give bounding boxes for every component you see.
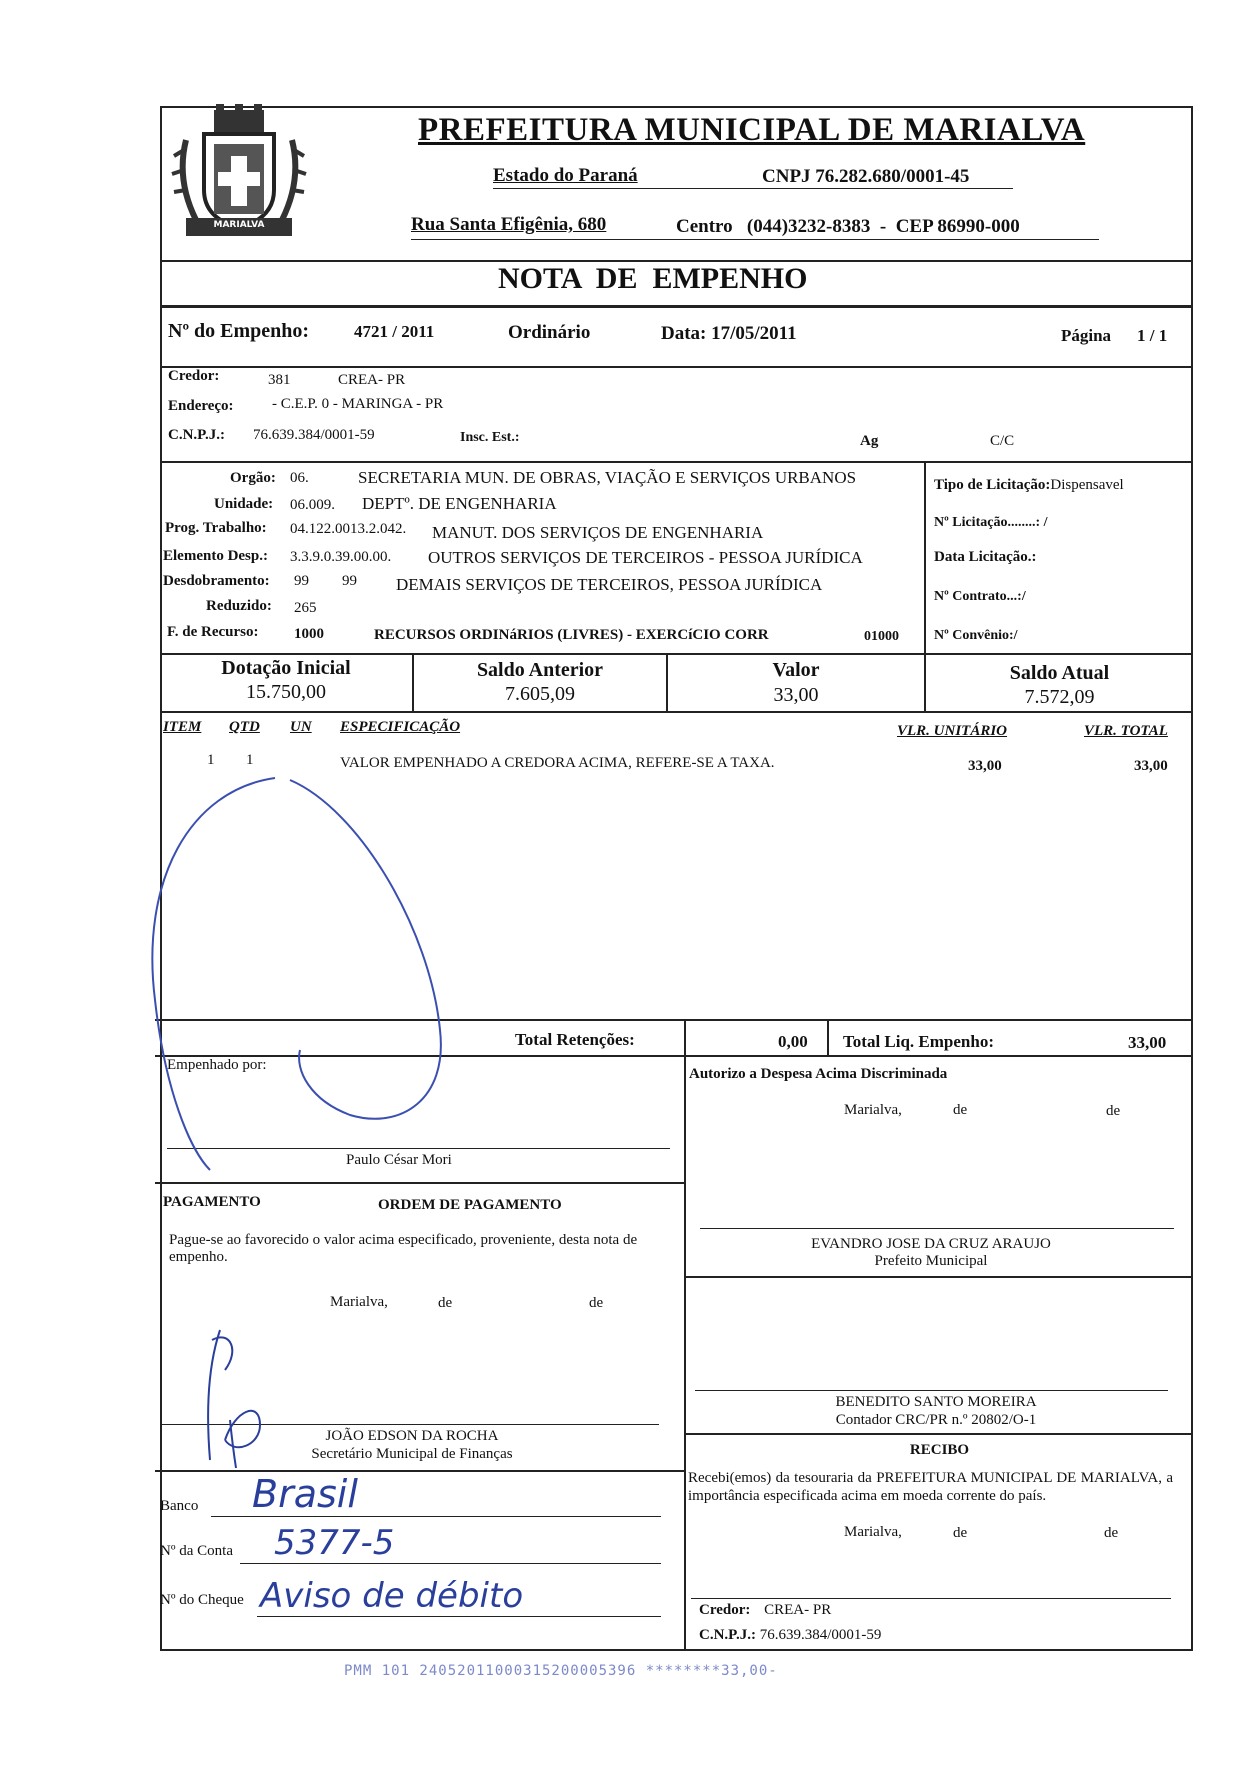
item-qtd: 1 [246,752,254,768]
saldo-anterior-label: Saldo Anterior [476,659,604,681]
empenhado-label: Empenhado por: [167,1057,267,1073]
valor-value: 33,00 [773,684,819,706]
prog-value: MANUT. DOS SERVIÇOS DE ENGENHARIA [432,523,764,542]
signature-icon [190,1320,280,1470]
pagamento-city: Marialva, [330,1294,388,1310]
recibo-de2: de [1104,1525,1119,1541]
retencoes-label: Total Retenções: [515,1030,635,1049]
unidade-value: DEPTº. DE ENGENHARIA [362,494,557,513]
header-state: Estado do Paraná [493,165,638,186]
dotacao-value: 15.750,00 [246,681,326,703]
empenho-date: Data: 17/05/2011 [661,323,797,344]
recibo-cnpj [699,1627,881,1644]
autorizo-de1: de [953,1102,968,1118]
licitacao-contrato: Nº Contrato...:/ [934,589,1026,604]
item-total-value: 33,00 [1134,758,1168,774]
autorizo-city: Marialva, [844,1102,902,1118]
pagamento-de1: de [438,1295,453,1311]
empenhado-name: Paulo César Mori [346,1152,452,1168]
recibo-de1: de [953,1525,968,1541]
ag-label: Ag [860,433,879,449]
recibo-credor [699,1602,831,1619]
credor-name: CREA- PR [338,372,406,388]
item-spec: VALOR EMPENHADO A CREDORA ACIMA, REFERE-SE A TAXA. [340,755,775,771]
prefeito-name: EVANDRO JOSE DA CRUZ ARAUJO [811,1236,1051,1252]
insc-label: Insc. Est.: [460,430,520,445]
prog-label: Prog. Trabalho: [165,520,267,536]
contador-name: BENEDITO SANTO MOREIRA [835,1394,1037,1410]
conta-label: Nº da Conta [160,1543,233,1559]
credor-label: Credor: [168,368,220,384]
elemento-label: Elemento Desp.: [163,548,268,564]
unidade-label: Unidade: [214,496,274,512]
credor-code: 381 [268,372,291,388]
pagamento-label: PAGAMENTO [163,1194,261,1210]
saldo-atual-label: Saldo Atual [1009,662,1110,684]
liq-value: 33,00 [1128,1033,1167,1052]
licitacao-tipo-value: Dispensavel [1050,477,1124,493]
recurso-label: F. de Recurso: [167,624,259,640]
crest-banner-text: MARIALVA [213,220,265,230]
signature-mark-icon [130,770,470,1180]
licitacao-tipo-label: Tipo de Licitação: [934,477,1051,493]
items-header-qtd: QTD [229,719,260,735]
saldo-anterior-value: 7.605,09 [505,683,575,705]
desdobramento-a: 99 [294,573,309,589]
recibo-credor-label: Credor: [699,1602,751,1618]
elemento-code: 3.3.9.0.39.00.00. [290,549,392,565]
page-label: Página [1061,326,1112,345]
dotacao-label: Dotação Inicial [221,657,351,679]
saldo-atual-value: 7.572,09 [1024,686,1095,708]
cc-label: C/C [990,433,1015,449]
secretario-role: Secretário Municipal de Finanças [311,1446,513,1462]
recibo-text: Recebi(emos) da tesouraria da PREFEITURA MUNICIPAL DE MARIALVA, a importância especificada acima em moeda corrente do país. [688,1470,1173,1504]
cnpj-value: 76.639.384/0001-59 [253,427,375,443]
recibo-title: RECIBO [909,1442,970,1458]
prog-code: 04.122.0013.2.042. [290,521,407,537]
cnpj-label: C.N.P.J.: [168,427,225,443]
items-header-item: ITEM [163,719,202,735]
items-header-total: VLR. TOTAL [1084,723,1168,739]
cheque-value: Aviso de débito [260,1576,524,1616]
header-cnpj: CNPJ 76.282.680/0001-45 [762,166,970,187]
item-number: 1 [207,752,215,768]
empenho-type: Ordinário [508,322,591,343]
recurso-value: RECURSOS ORDINáRIOS (LIVRES) - EXERCíCIO CORR [374,627,769,643]
liq-label: Total Liq. Empenho: [843,1032,994,1051]
empenho-label: Nº do Empenho: [168,320,310,342]
desdobramento-b: 99 [342,573,357,589]
header-street: Rua Santa Efigênia, 680 [411,214,607,235]
coat-of-arms-icon [166,100,312,248]
endereco-value: - C.E.P. 0 - MARINGA - PR [272,396,444,412]
items-header-spec: ESPECIFICAÇÃO [340,719,461,735]
licitacao-data: Data Licitação.: [934,549,1037,565]
elemento-value: OUTROS SERVIÇOS DE TERCEIROS - PESSOA JURÍDICA [428,548,863,567]
desdobramento-label: Desdobramento: [163,573,270,589]
empenho-number: 4721 / 2011 [354,322,435,341]
item-unit-value: 33,00 [968,758,1002,774]
banco-label: Banco [160,1498,199,1514]
conta-value: 5377-5 [274,1523,395,1563]
processing-stamp: PMM 101 24052011000315200005396 ********33,00- [344,1663,778,1679]
orgao-code: 06. [290,470,309,486]
unidade-code: 06.009. [290,497,335,513]
autorizo-de2: de [1106,1103,1121,1119]
recibo-city: Marialva, [844,1524,902,1540]
secretario-name: JOÃO EDSON DA ROCHA [325,1428,499,1444]
page-number: 1 / 1 [1137,326,1168,345]
endereco-label: Endereço: [168,398,234,414]
items-header-un: UN [290,719,312,735]
header-contact: Centro (044)3232-8383 - CEP 86990-000 [676,216,1020,237]
contador-role: Contador CRC/PR n.º 20802/O-1 [835,1412,1037,1428]
licitacao-tipo [934,477,1124,494]
recibo-credor-value: CREA- PR [764,1602,832,1618]
pagamento-text: Pague-se ao favorecido o valor acima especificado, proveniente, desta nota de empenho. [169,1232,638,1265]
items-header-unit: VLR. UNITÁRIO [897,723,1008,739]
banco-value: Brasil [252,1472,358,1516]
licitacao-convenio: Nº Convênio:/ [934,628,1018,643]
reduzido-value: 265 [294,600,317,616]
pagamento-de2: de [589,1295,604,1311]
orgao-value: SECRETARIA MUN. DE OBRAS, VIAÇÃO E SERVIÇOS URBANOS [358,468,857,487]
retencoes-value: 0,00 [778,1032,808,1051]
page-title: PREFEITURA MUNICIPAL DE MARIALVA [418,112,1086,148]
desdobramento-value: DEMAIS SERVIÇOS DE TERCEIROS, PESSOA JURÍDICA [396,575,823,594]
recibo-cnpj-label: C.N.P.J.: [699,1627,756,1643]
recibo-cnpj-value: 76.639.384/0001-59 [759,1627,882,1643]
recurso-code: 1000 [294,626,324,642]
valor-label: Valor [772,659,820,681]
orgao-label: Orgão: [230,470,276,486]
reduzido-label: Reduzido: [206,598,272,614]
recurso-suffix: 01000 [864,629,899,644]
autorizo-label: Autorizo a Despesa Acima Discriminada [689,1066,948,1082]
prefeito-role: Prefeito Municipal [874,1253,988,1269]
cheque-label: Nº do Cheque [160,1592,244,1608]
ordem-pagamento-label: ORDEM DE PAGAMENTO [378,1197,562,1213]
licitacao-numero: Nº Licitação........: / [934,515,1048,530]
doc-title: NOTA DE EMPENHO [498,262,808,295]
